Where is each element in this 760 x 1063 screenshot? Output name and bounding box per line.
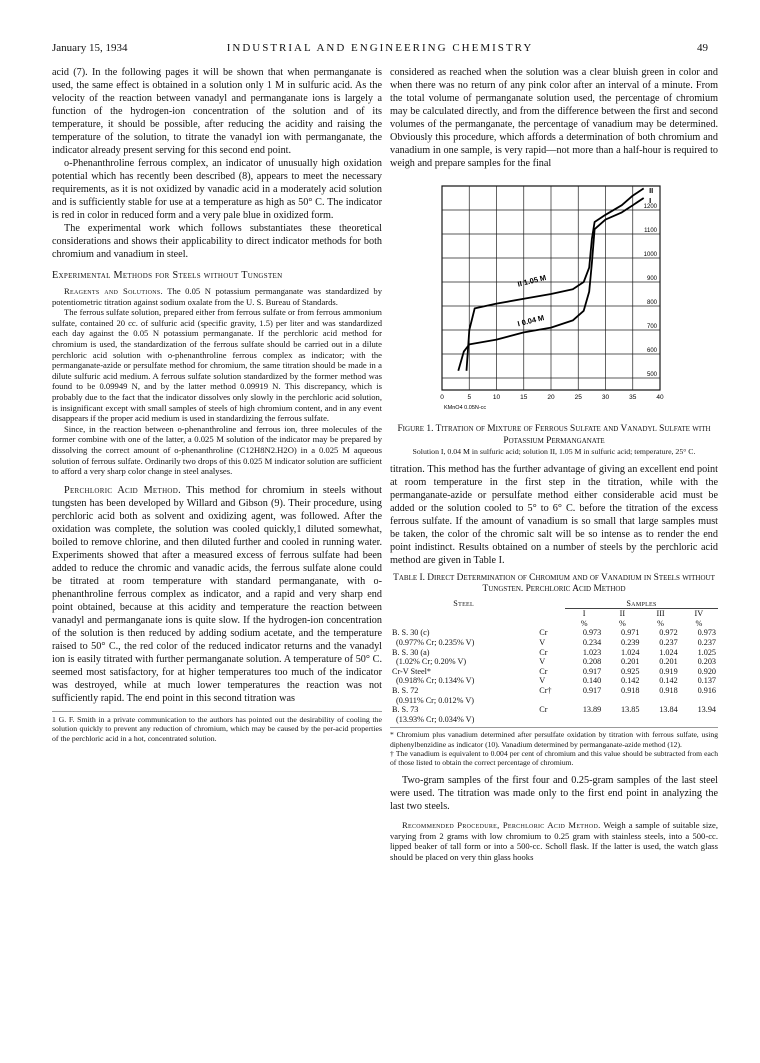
paragraph: o-Phenanthroline ferrous complex, an indicator of unusually high oxidation potential which has recently been described (8), appears to meet the necessary requirements, as it is not oxidized by vanadic acid in a moderately acid solution and is sufficiently stable for use at a temperature as high as 50° C. The indicator is red in color in reduced form and a very pale blue in oxidized form. (52, 158, 382, 221)
value-cell: 0.137 (697, 676, 716, 686)
table-footnote: † The vanadium is equivalent to 0.004 per cent of chromium and this value should be subtracted from each of those listed to obtain the correct percentage of chromium. (390, 748, 718, 767)
value-cell (680, 715, 718, 725)
reagents-text: The 0.05 N potassium permanganate was standardized by potentiometric titration against sodium oxalate from the U. S. Bureau of Standards. (52, 286, 382, 307)
series-line (467, 188, 644, 370)
recommended-heading: Recommended Procedure, Perchloric Acid Method. (402, 820, 601, 831)
element-cell: Cr (539, 628, 548, 638)
value-cell: 0.916 (697, 685, 716, 695)
y-tick-label: 1100 (644, 228, 657, 234)
value-cell: 0.925 (621, 666, 640, 676)
paragraph: titration. This method has the further advantage of giving an excellent end point at room temperature in the first step in the titration, while with the permanganate-azide or persulfate method either considerable acid must be added or the solution cooled to 5° to 6° C. before the titration of the excess ferrous sulfate. If the amount of vanadium is so small that large samples must be taken, the color of the chromic salt will be so intense as to render the end point indistinct. Results obtained on a number of steels by the perchloric acid method are given in Table I. (390, 463, 718, 566)
table-row (390, 705, 718, 715)
steel-cell: B. S. 30 (a) (392, 647, 430, 657)
journal-title: INDUSTRIAL AND ENGINEERING CHEMISTRY (226, 42, 534, 54)
value-cell: 0.142 (621, 676, 640, 686)
unit-cell: % (580, 618, 588, 628)
x-tick-label: 40 (656, 394, 664, 401)
unit-cell: % (618, 618, 626, 628)
table-row (390, 657, 718, 667)
perchloric-heading: Perchloric Acid Method. (64, 484, 181, 496)
steel-cell: B. S. 73 (392, 705, 419, 715)
steel-cell: (0.911% Cr; 0.012% V) (396, 695, 475, 705)
element-cell (537, 696, 565, 706)
col-header: II (619, 609, 626, 619)
table-row (390, 676, 718, 686)
element-cell: V (539, 657, 546, 667)
left-column (52, 66, 382, 743)
steel-cell: (0.918% Cr; 0.134% V) (396, 676, 475, 686)
issue-date: January 15, 1934 (52, 42, 128, 54)
value-cell: 0.918 (659, 685, 678, 695)
element-cell: V (539, 676, 546, 686)
section-heading: Experimental Methods for Steels without Tungsten (52, 270, 283, 281)
value-cell: 0.201 (659, 657, 678, 667)
paragraph: Since, in the reaction between o-phenanthroline and ferrous ion, three molecules of the former combine with one of the latter, a 0.025 M solution of the indicator may be prepared by dissolving the correct amount of o-phenanthroline (C12H8N2.H2O) in a 0.025 M aqueous solution of ferrous sulfate. Ordinarily two drops of this 0.025 M indicator solution are sufficient to afford a very sharp color change in steel analyses. (52, 423, 382, 477)
page-number: 49 (697, 42, 708, 54)
y-tick-label: 500 (646, 372, 657, 378)
col-header: I (582, 609, 586, 619)
table-caption: Table I. Direct Determination of Chromium and of Vanadium in Steels without Tungsten. Perchloric Acid Method (393, 572, 715, 595)
value-cell: 0.918 (621, 685, 640, 695)
element-cell: Cr (539, 647, 548, 657)
x-tick-label: 15 (520, 394, 528, 401)
footnote: 1 G. F. Smith in a private communication to the authors has pointed out the desirability of cooling the solution quickly to prevent any reduction of chromium, which may be caused by the per-acid properties of the perchloric acid in a hot, concentrated solution. (52, 711, 382, 744)
steel-cell: (1.02% Cr; 0.20% V) (396, 657, 467, 667)
value-cell: 0.973 (582, 628, 602, 638)
y-tick-label: 600 (646, 348, 657, 354)
element-cell: Cr (539, 666, 548, 676)
value-cell: 1.024 (659, 647, 678, 657)
value-cell: 0.919 (659, 666, 678, 676)
element-cell: V (539, 637, 546, 647)
value-cell (641, 715, 679, 725)
value-cell (565, 715, 603, 725)
table-row (390, 638, 718, 648)
reagents-block (52, 286, 382, 477)
y-tick-label: 1000 (643, 252, 657, 258)
y-tick-label: 800 (646, 300, 657, 306)
paragraph: Two-gram samples of the first four and 0.25-gram samples of the last steel were used. The titration was made only to the first end point in analyzing the last two steels. (390, 775, 718, 813)
y-tick-label: 900 (646, 276, 657, 282)
x-tick-label: 20 (547, 394, 555, 401)
right-column (390, 66, 718, 863)
value-cell: 0.208 (582, 657, 602, 667)
value-cell: 0.917 (582, 685, 602, 695)
table-footnote: * Chromium plus vanadium determined after persulfate oxidation by titration with ferrous sulfate, using diphenylbenzidine as indicator (10). Vanadium determined by permanganate-azide method (12). (390, 730, 718, 749)
table-row (390, 648, 718, 658)
table-footnotes (390, 727, 718, 767)
value-cell (603, 696, 641, 706)
paragraph: considered as reached when the solution was a clear bluish green in color and when there was no return of any pink color after an interval of a minute. From the total volume of permanganate solution used, the percentage of chromium may be calculated directly, and from the difference between the first and second volumes of the permanganate, the percentage of vanadium may be determined. Obviously this procedure, which affords a determination of both chromium and vanadium in one sample, is very rapid—not more than a half-hour is required to weigh and prepare samples for the final (390, 67, 718, 169)
series-label: II 1.05 M (516, 272, 548, 289)
steel-header: Steel (453, 598, 474, 608)
table-row (390, 686, 718, 696)
x-tick-label: 5 (467, 394, 472, 401)
paragraph: The ferrous sulfate solution, prepared either from ferrous sulfate or from ferrous ammonium sulfate, contained 20 cc. of sulfuric acid (specific gravity, 1.5) per liter and was standardized each day against the 0.05 N potassium permanganate. If the perchloric acid method for chromium is used, the standardization of the ferrous sulfate should be carried out in a dilute perchloric acid solution with o-phenanthroline ferrous complex as indicator; with the permanganate-azide or persulfate method for chromium, the same titration should be made in a dilute sulfuric acid medium. A ferrous sulfate solution standardized by the former method was found to be 0.09949 N, and by the latter method 0.09919 N. This discrepancy, which is probably due to the fact that the indicator dissolves only slowly in the perchloric acid solution, is insignificant except with small samples of steels of high chromium content, and in any event disappears if the proper acid medium is used in standardizing the ferrous sulfate. (52, 307, 382, 424)
paragraph: The experimental work which follows substantiates these theoretical considerations and shows their applicability to direct indicator methods for both chromium and vanadium in steel. (52, 223, 382, 260)
y-tick-label: 1200 (643, 204, 657, 210)
value-cell: 0.973 (697, 628, 716, 638)
value-cell: 0.203 (697, 657, 716, 667)
value-cell: 0.142 (659, 676, 678, 686)
value-cell: 0.971 (621, 628, 640, 638)
unit-cell: % (695, 618, 703, 628)
table-row (390, 696, 718, 706)
col-header: IV (694, 609, 704, 619)
value-cell: 0.972 (659, 628, 678, 638)
value-cell: 13.94 (697, 705, 716, 715)
value-cell: 1.024 (621, 647, 640, 657)
element-cell: Cr (539, 705, 548, 715)
value-cell: 0.239 (621, 637, 640, 647)
value-cell (641, 696, 679, 706)
x-tick-label: 30 (601, 394, 610, 401)
reagents-heading: Reagents and Solutions. (64, 286, 163, 296)
perchloric-text: This method for chromium in steels without tungsten has been developed by Willard and Gibson (9). Their procedure, using perchloric acid both as solvent and oxidizing agent, was followed. After the oxidation was complete, the solution was cooled quickly,1 diluted somewhat, boiled to remove chlorine, and then diluted further and cooled in running water. Experiments showed that after a measured excess of ferrous sulfate had been added to reduce the chromic and vanadic acids, the ferrous sulfate alone could be titrated at room temperature with standard permanganate, with o-phenanthroline ferrous complex as indicator, and a rapid and very sharp end point obtained, because at this acidity and temperature the reaction between vanadyl and permanganate ions is quite slow. If the hydrogen-ion concentration of the solution is then reduced by adding sodium acetate, and the temperature raised to 50° C., the red color of the reduced indicator returns and the vanadyl ion is easily titrated with further permanganate solution. A temperature of 50° C. seemed most satisfactory, for at higher temperatures too much of the indicator was destroyed, while at much lower temperatures the reaction was not sufficiently rapid. The end point in this second titration was (52, 484, 382, 704)
figure-caption: Figure 1. Titration of Mixture of Ferrous Sulfate and Vanadyl Sulfate with Potassium Permanganate (397, 424, 711, 446)
paragraph: acid (7). In the following pages it will be shown that when permanganate is used, the same effect is obtained in a solution only 1 M in sulfuric acid. As the velocity of the reaction between vanadyl and permanganate ions is largely a function of the hydrogen-ion concentration of the solution and of its temperature, it should be possible, after reducing the acidity and raising the temperature of the solution, to titrate the vanadyl ion with permanganate, the indicator already present serving for this second end point. (52, 67, 382, 156)
x-tick-label: 25 (574, 394, 582, 401)
value-cell: 1.025 (697, 647, 716, 657)
results-table (390, 599, 718, 725)
value-cell: 0.201 (621, 657, 640, 667)
value-cell: 1.023 (582, 647, 602, 657)
steel-cell: (0.977% Cr; 0.235% V) (396, 637, 475, 647)
value-cell: 13.84 (659, 705, 678, 715)
table-body (390, 628, 718, 724)
figure-1 (390, 178, 718, 420)
element-cell (537, 715, 565, 725)
value-cell (603, 715, 641, 725)
series-label: I (649, 195, 652, 205)
recommended-text: Weigh a sample of suitable size, varying from 2 grams with low chromium to 0.25 gram with stainless steels, into a 500-cc. lipped beaker of tall form or into a 500-cc. Scholl flask. If the latter is used, the watch glass should be placed on very thin glass hooks (390, 820, 718, 862)
value-cell: 13.85 (621, 705, 640, 715)
series-label: II (649, 186, 654, 196)
table-row (390, 667, 718, 677)
titration-chart (390, 178, 718, 420)
y-tick-label: 700 (646, 324, 657, 330)
value-cell: 0.237 (659, 637, 678, 647)
value-cell: 0.234 (582, 637, 602, 647)
steel-cell: B. S. 72 (392, 685, 419, 695)
element-cell: Cr† (539, 685, 552, 695)
x-axis-label: KMnO4 0.05N-cc (444, 405, 487, 411)
value-cell: 0.140 (582, 676, 602, 686)
value-cell: 0.237 (697, 637, 716, 647)
table-row (390, 715, 718, 725)
col-header: III (656, 609, 665, 619)
series-label: I 0.04 M (516, 313, 546, 329)
value-cell: 13.89 (582, 705, 602, 715)
value-cell (680, 696, 718, 706)
x-tick-label: 35 (629, 394, 637, 401)
page-header (52, 42, 708, 58)
samples-header: Samples (565, 599, 718, 609)
steel-cell: (13.93% Cr; 0.034% V) (396, 714, 475, 724)
value-cell (565, 696, 603, 706)
table-row (390, 628, 718, 638)
steel-cell: Cr-V Steel* (392, 666, 432, 676)
x-tick-label: 10 (492, 394, 501, 401)
figure-subcaption: Solution I, 0.04 M in sulfuric acid; solution II, 1.05 M in sulfuric acid; temperature, 25° C. (412, 447, 696, 456)
unit-cell: % (657, 618, 664, 628)
x-tick-label: 0 (440, 394, 444, 401)
steel-cell: B. S. 30 (c) (392, 628, 430, 638)
value-cell: 0.917 (582, 666, 602, 676)
value-cell: 0.920 (697, 666, 716, 676)
